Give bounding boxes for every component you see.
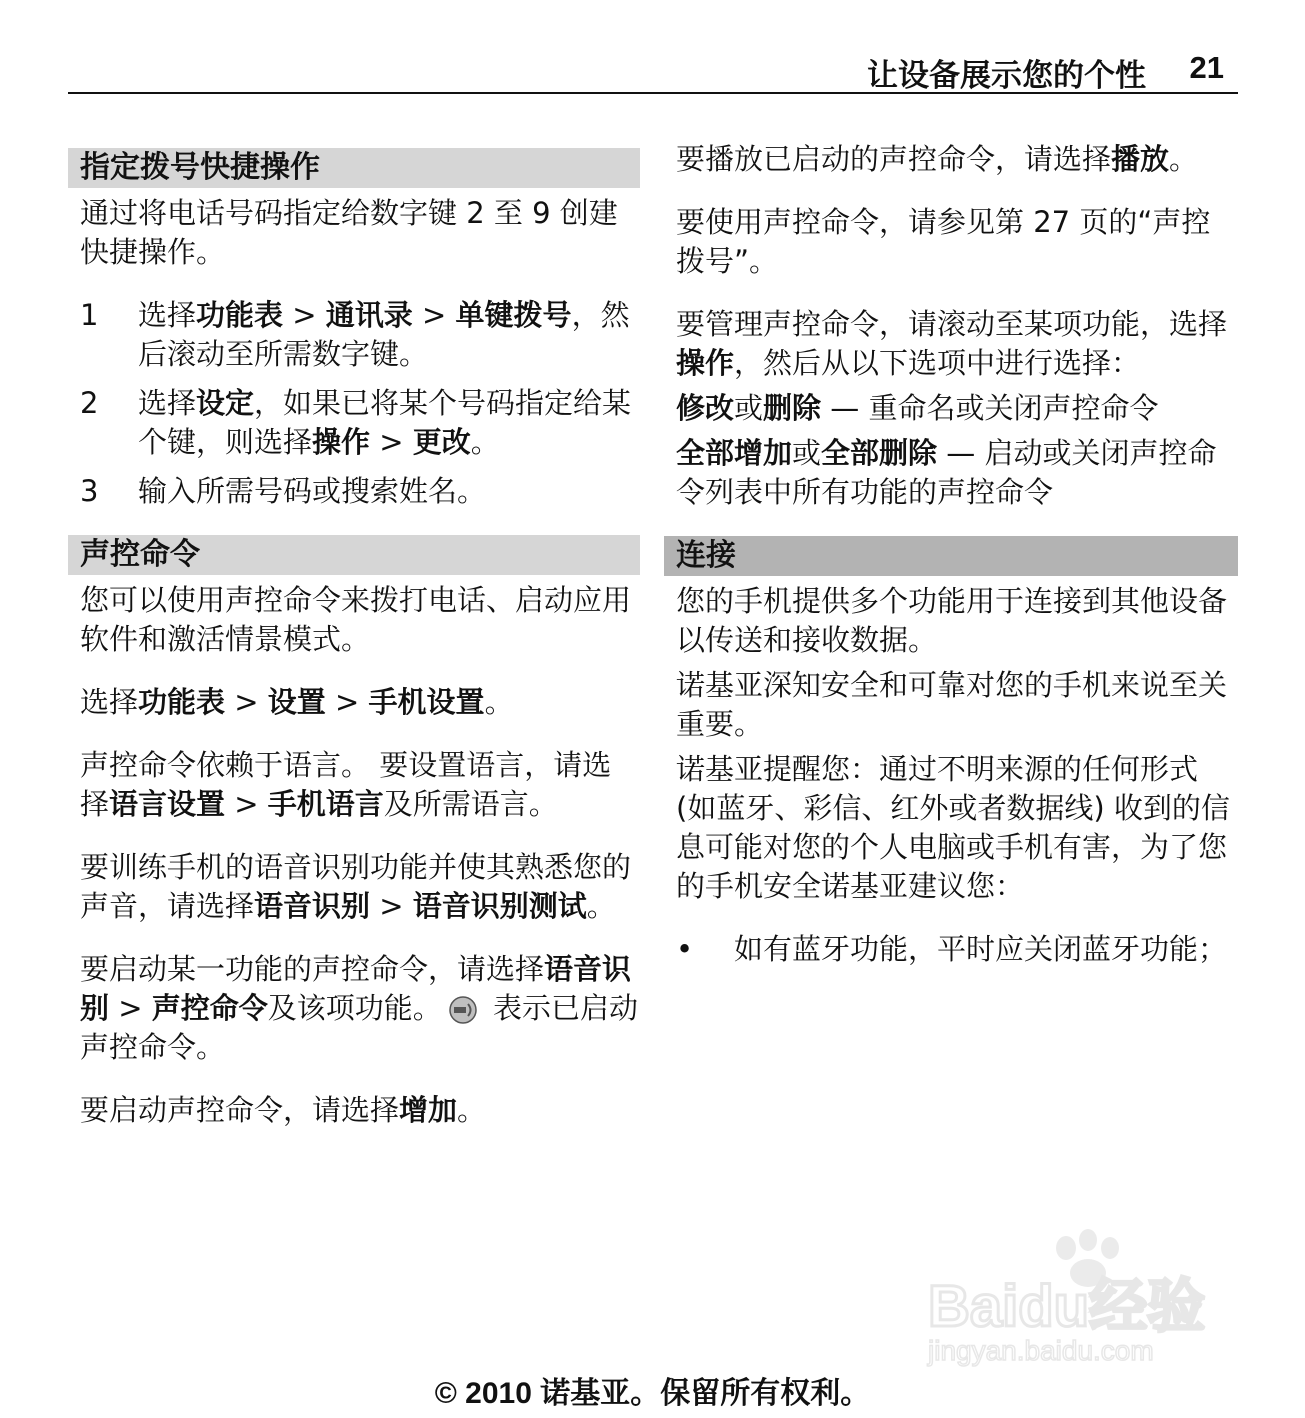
voice-play: 要播放已启动的声控命令，请选择播放。 — [676, 142, 1199, 176]
step-item: 3 输入所需号码或搜索姓名。 — [80, 474, 487, 508]
right-column — [664, 140, 1238, 969]
option-add-delete-all: 全部增加或全部删除 — 启动或关闭声控命令列表中所有功能的声控命令 — [676, 436, 1217, 509]
voice-command-icon — [448, 995, 478, 1025]
left-column — [68, 140, 640, 1154]
list-item: • 如有蓝牙功能，平时应关闭蓝牙功能； — [676, 932, 1228, 966]
voice-manage: 要管理声控命令，请滚动至某项功能，选择操作，然后从以下选项中进行选择： — [676, 307, 1228, 380]
section-title-connectivity: 连接 — [664, 536, 1238, 576]
page-header — [68, 40, 1238, 94]
voice-intro: 您可以使用声控命令来拨打电话、启动应用软件和激活情景模式。 — [80, 583, 632, 656]
voice-activate-function: 要启动某一功能的声控命令，请选择语音识别 > 声控命令及该项功能。 表示已启动声控命令。 — [80, 952, 639, 1064]
voice-settings-path: 选择功能表 > 设置 > 手机设置。 — [80, 685, 514, 719]
baidu-watermark — [918, 1218, 1228, 1368]
step-item: 2 选择设定，如果已将某个号码指定给某个键，则选择操作 > 更改。 — [80, 386, 632, 459]
speed-dial-steps — [68, 296, 640, 511]
connectivity-security: 诺基亚深知安全和可靠对您的手机来说至关重要。 — [676, 668, 1228, 741]
section-title-speed-dial: 指定拨号快捷操作 — [68, 148, 640, 188]
voice-dial-reference: 要使用声控命令，请参见第 27 页的“声控拨号”。 — [676, 205, 1211, 278]
connectivity-intro: 您的手机提供多个功能用于连接到其他设备以传送和接收数据。 — [676, 584, 1228, 657]
step-item: 1 选择功能表 > 通讯录 > 单键拨号，然后滚动至所需数字键。 — [80, 298, 630, 371]
connectivity-warning: 诺基亚提醒您：通过不明来源的任何形式 (如蓝牙、彩信、红外或者数据线) 收到的信息可能对您的个人电脑或手机有害，为了您的手机安全诺基亚建议您： — [676, 752, 1230, 903]
copyright-footer: © 2010 诺基亚。保留所有权利。 — [434, 1377, 871, 1410]
page-number: 21 — [1189, 50, 1224, 85]
voice-language: 声控命令依赖于语言。 要设置语言，请选择语言设置 > 手机语言及所需语言。 — [80, 748, 612, 821]
watermark-url: jingyan.baidu.com — [928, 1335, 1154, 1366]
header-title: 让设备展示您的个性 — [867, 58, 1146, 93]
watermark-brand: Baidu经验 — [928, 1274, 1206, 1339]
option-edit-delete: 修改或删除 — 重命名或关闭声控命令 — [676, 391, 1159, 425]
voice-activate: 要启动声控命令，请选择增加。 — [80, 1093, 487, 1127]
voice-training: 要训练手机的语音识别功能并使其熟悉您的声音，请选择语音识别 > 语音识别测试。 — [80, 850, 632, 923]
security-tips — [664, 930, 1238, 969]
speed-dial-intro: 通过将电话号码指定给数字键 2 至 9 创建快捷操作。 — [80, 196, 618, 269]
section-title-voice-commands: 声控命令 — [68, 535, 640, 575]
